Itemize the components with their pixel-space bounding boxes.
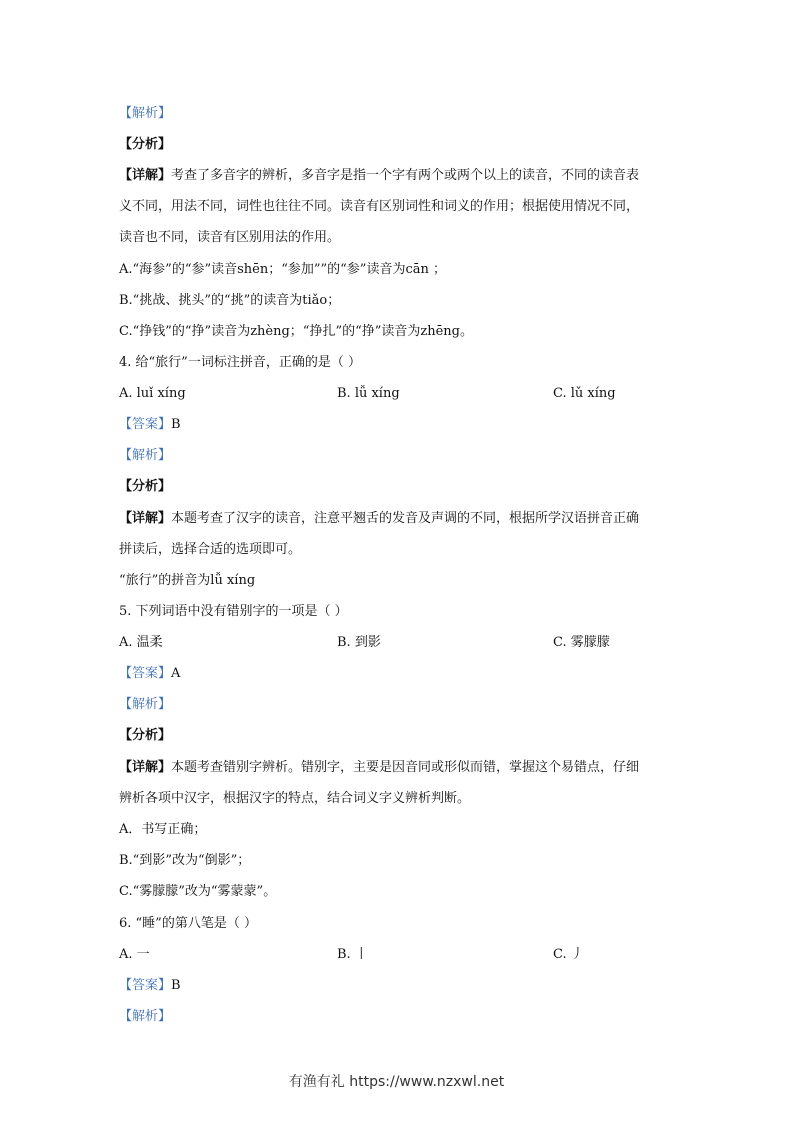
answer-line <box>119 978 679 994</box>
detail-paragraph <box>119 511 679 527</box>
option-b: B. lǚ xíng <box>337 386 400 401</box>
explanation-c: C.“挣钱”的“挣”读音为zhèng；“挣扎”的“挣”读音为zhēng。 <box>119 324 474 339</box>
option-c: C. 丿 <box>553 947 584 962</box>
answer-line <box>119 417 679 433</box>
answer-tag: 【答案】 <box>119 666 172 681</box>
detail-text: 考查了多音字的辨析，多音字是指一个字有两个或两个以上的读音，不同的读音表 <box>171 168 640 183</box>
detail-text: 本题考查了汉字的读音，注意平翘舌的发音及声调的不同，根据所学汉语拼音正确 <box>171 511 640 526</box>
detail-text: 辨析各项中汉字，根据汉字的特点，结合词义字义辨析判断。 <box>119 791 471 806</box>
detail-tag: 【详解】 <box>119 511 172 526</box>
detail-text: 读音也不同，读音有区别用法的作用。 <box>119 230 341 245</box>
option-a: A. 温柔 <box>119 635 163 650</box>
detail-text: 义不同，用法不同，词性也往往不同。读音有区别词性和词义的作用；根据使用情况不同， <box>119 199 640 214</box>
explanation-b: B.“到影”改为“倒影”； <box>119 853 251 868</box>
explanation-a: A．书写正确； <box>119 822 207 837</box>
explanation-c: C.“雾朦朦”改为“雾蒙蒙”。 <box>119 884 277 899</box>
detail-tag: 【详解】 <box>119 168 172 183</box>
question-4: 4. 给“旅行”一词标注拼音，正确的是（ ） <box>119 355 361 370</box>
detail-paragraph <box>119 760 679 776</box>
answer-tag: 【答案】 <box>119 978 172 993</box>
explanation-b: B.“挑战、挑头”的“挑”的读音为tiǎo； <box>119 293 341 308</box>
answer-value: A <box>171 666 181 681</box>
footer-watermark: 有渔有礼 https://www.nzxwl.net <box>288 1074 505 1090</box>
analysis-tag: 【解析】 <box>119 106 172 121</box>
option-a: A. luǐ xíng <box>119 386 186 401</box>
answer-value: B <box>171 417 181 432</box>
fenxi-tag: 【分析】 <box>119 137 172 152</box>
answer-tag: 【答案】 <box>119 417 172 432</box>
conclusion-text: “旅行”的拼音为lǚ xíng <box>119 573 256 588</box>
detail-text: 本题考查错别字辨析。错别字，主要是因音同或形似而错，掌握这个易错点，仔细 <box>171 760 640 775</box>
question-5: 5. 下列词语中没有错别字的一项是（ ） <box>119 604 348 619</box>
analysis-tag: 【解析】 <box>119 1009 172 1024</box>
detail-tag: 【详解】 <box>119 760 172 775</box>
explanation-a: A.“海参”的“参”读音shēn；“参加””的“参”读音为cān ； <box>119 262 446 277</box>
analysis-tag: 【解析】 <box>119 448 172 463</box>
option-c: C. lǔ xíng <box>553 386 616 401</box>
option-a: A. 一 <box>119 947 150 962</box>
answer-value: B <box>171 978 181 993</box>
analysis-tag: 【解析】 <box>119 697 172 712</box>
fenxi-tag: 【分析】 <box>119 728 172 743</box>
option-b: B. 到影 <box>337 635 381 650</box>
option-c: C. 雾朦朦 <box>553 635 610 650</box>
fenxi-tag: 【分析】 <box>119 479 172 494</box>
detail-paragraph <box>119 168 679 184</box>
answer-line <box>119 666 679 682</box>
detail-text: 拼读后，选择合适的选项即可。 <box>119 542 302 557</box>
option-b: B. 丨 <box>337 947 368 962</box>
question-6: 6. “睡”的第八笔是（ ） <box>119 916 257 931</box>
